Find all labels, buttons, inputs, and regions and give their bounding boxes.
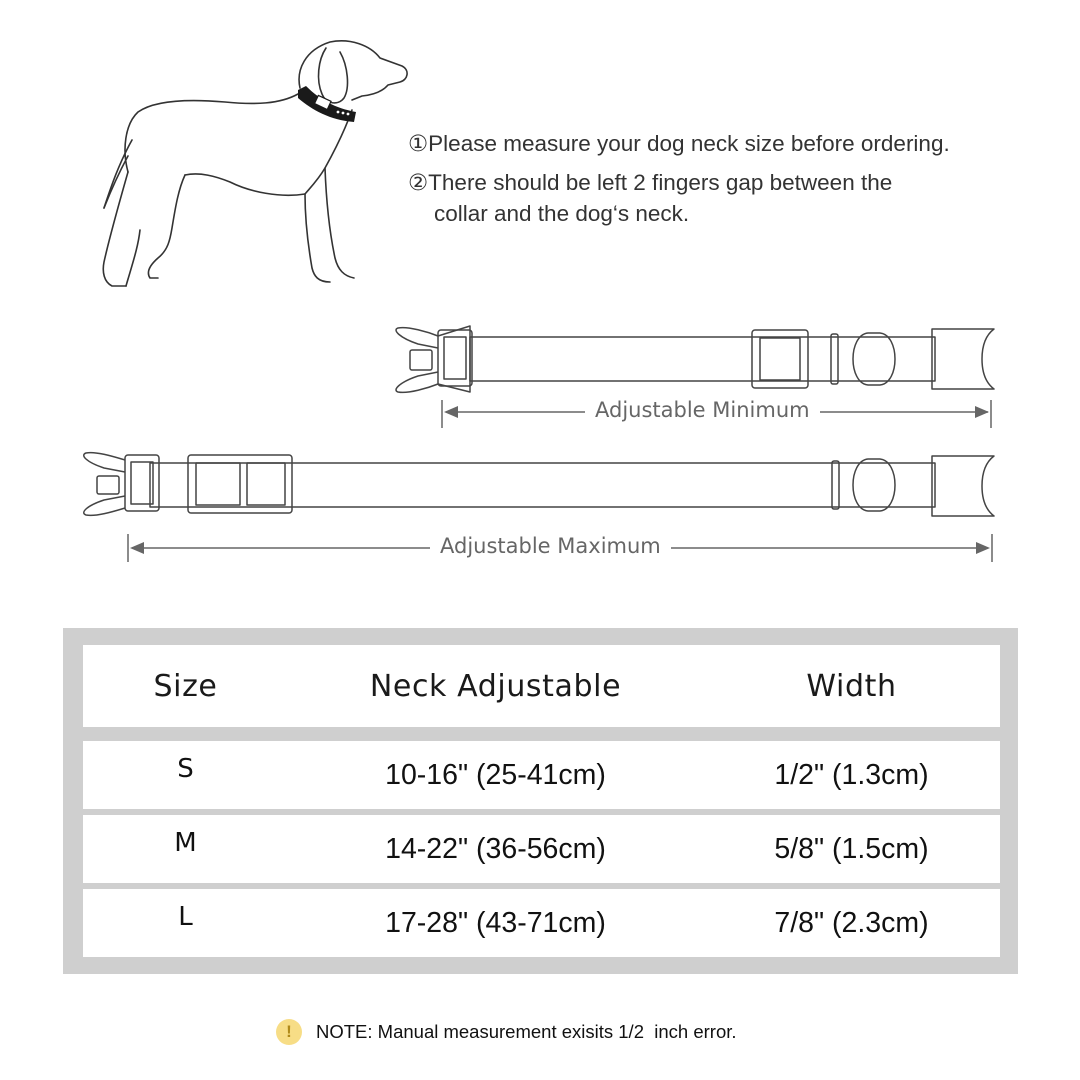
size-cell: S [177, 754, 194, 784]
neck-cell: 17-28" (43-71cm) [385, 906, 606, 939]
collar-minimum-icon [396, 326, 994, 392]
width-cell: 1/2" (1.3cm) [774, 758, 929, 791]
header-size: Size [153, 668, 218, 704]
collar-maximum-icon [84, 453, 994, 516]
header-width: Width [806, 668, 897, 704]
table-header-row [83, 645, 1000, 727]
table-row [83, 815, 1000, 883]
instruction-1: ①Please measure your dog neck size before ordering. [408, 131, 950, 156]
size-cell: M [174, 828, 197, 858]
exclamation-icon: ! [276, 1019, 302, 1045]
instruction-2-continued: collar and the dog‘s neck. [434, 201, 690, 226]
width-cell: 5/8" (1.5cm) [774, 832, 929, 865]
measurement-note [276, 1017, 737, 1047]
adjustable-maximum-label: Adjustable Maximum [430, 534, 671, 558]
note-text: NOTE: Manual measurement exisits 1/2 inch error. [316, 1021, 737, 1042]
adjustable-minimum-label: Adjustable Minimum [585, 398, 820, 422]
header-neck-adjustable: Neck Adjustable [369, 668, 622, 704]
width-cell: 7/8" (2.3cm) [774, 906, 929, 939]
table-row [83, 741, 1000, 809]
table-row [83, 889, 1000, 957]
measurement-instructions [408, 128, 1048, 229]
size-table [63, 628, 1018, 974]
neck-cell: 10-16" (25-41cm) [385, 758, 606, 791]
instruction-2: ②There should be left 2 fingers gap between the [408, 170, 893, 195]
size-cell: L [178, 902, 193, 932]
neck-cell: 14-22" (36-56cm) [385, 832, 606, 865]
dog-illustration-icon [95, 35, 415, 295]
